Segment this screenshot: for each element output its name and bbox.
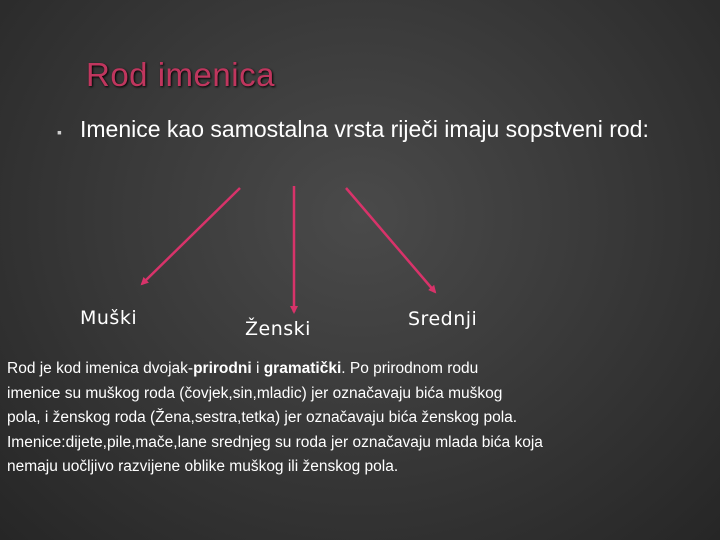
arrow-to-srednji — [346, 188, 435, 292]
bullet-marker-icon: ▪ — [57, 124, 62, 140]
gender-srednji: Srednji — [408, 308, 478, 330]
gender-zenski: Ženski — [245, 318, 311, 340]
arrow-to-muski — [142, 188, 240, 284]
paragraph-line-2: imenice su muškog roda (čovjek,sin,mladic) jer označavaju bića muškog — [7, 384, 503, 402]
paragraph-line-1 — [7, 357, 713, 382]
bold-term-prirodni: prirodni — [193, 360, 252, 377]
explanation-paragraph — [7, 357, 713, 480]
paragraph-text: . Po prirodnom rodu — [341, 360, 479, 377]
gender-muski: Muški — [80, 307, 138, 329]
intro-bullet-text: Imenice kao samostalna vrsta riječi imaju sopstveni rod: — [80, 116, 649, 142]
paragraph-text: Rod je kod imenica dvojak- — [7, 360, 194, 377]
paragraph-line-5: nemaju uočljivo razvijene oblike muškog ili ženskog pola. — [7, 458, 399, 475]
paragraph-line-3: pola, i ženskog roda (Žena,sestra,tetka) jer označavaju bića ženskog pola. — [7, 409, 518, 426]
paragraph-text: i — [251, 360, 264, 377]
bold-term-gramaticki: gramatički — [263, 360, 342, 377]
slide-title: Rod imenica — [86, 56, 275, 93]
paragraph-line-4: Imenice:dijete,pile,mače,lane srednjeg su roda jer označavaju mlada bića koja — [7, 433, 543, 451]
